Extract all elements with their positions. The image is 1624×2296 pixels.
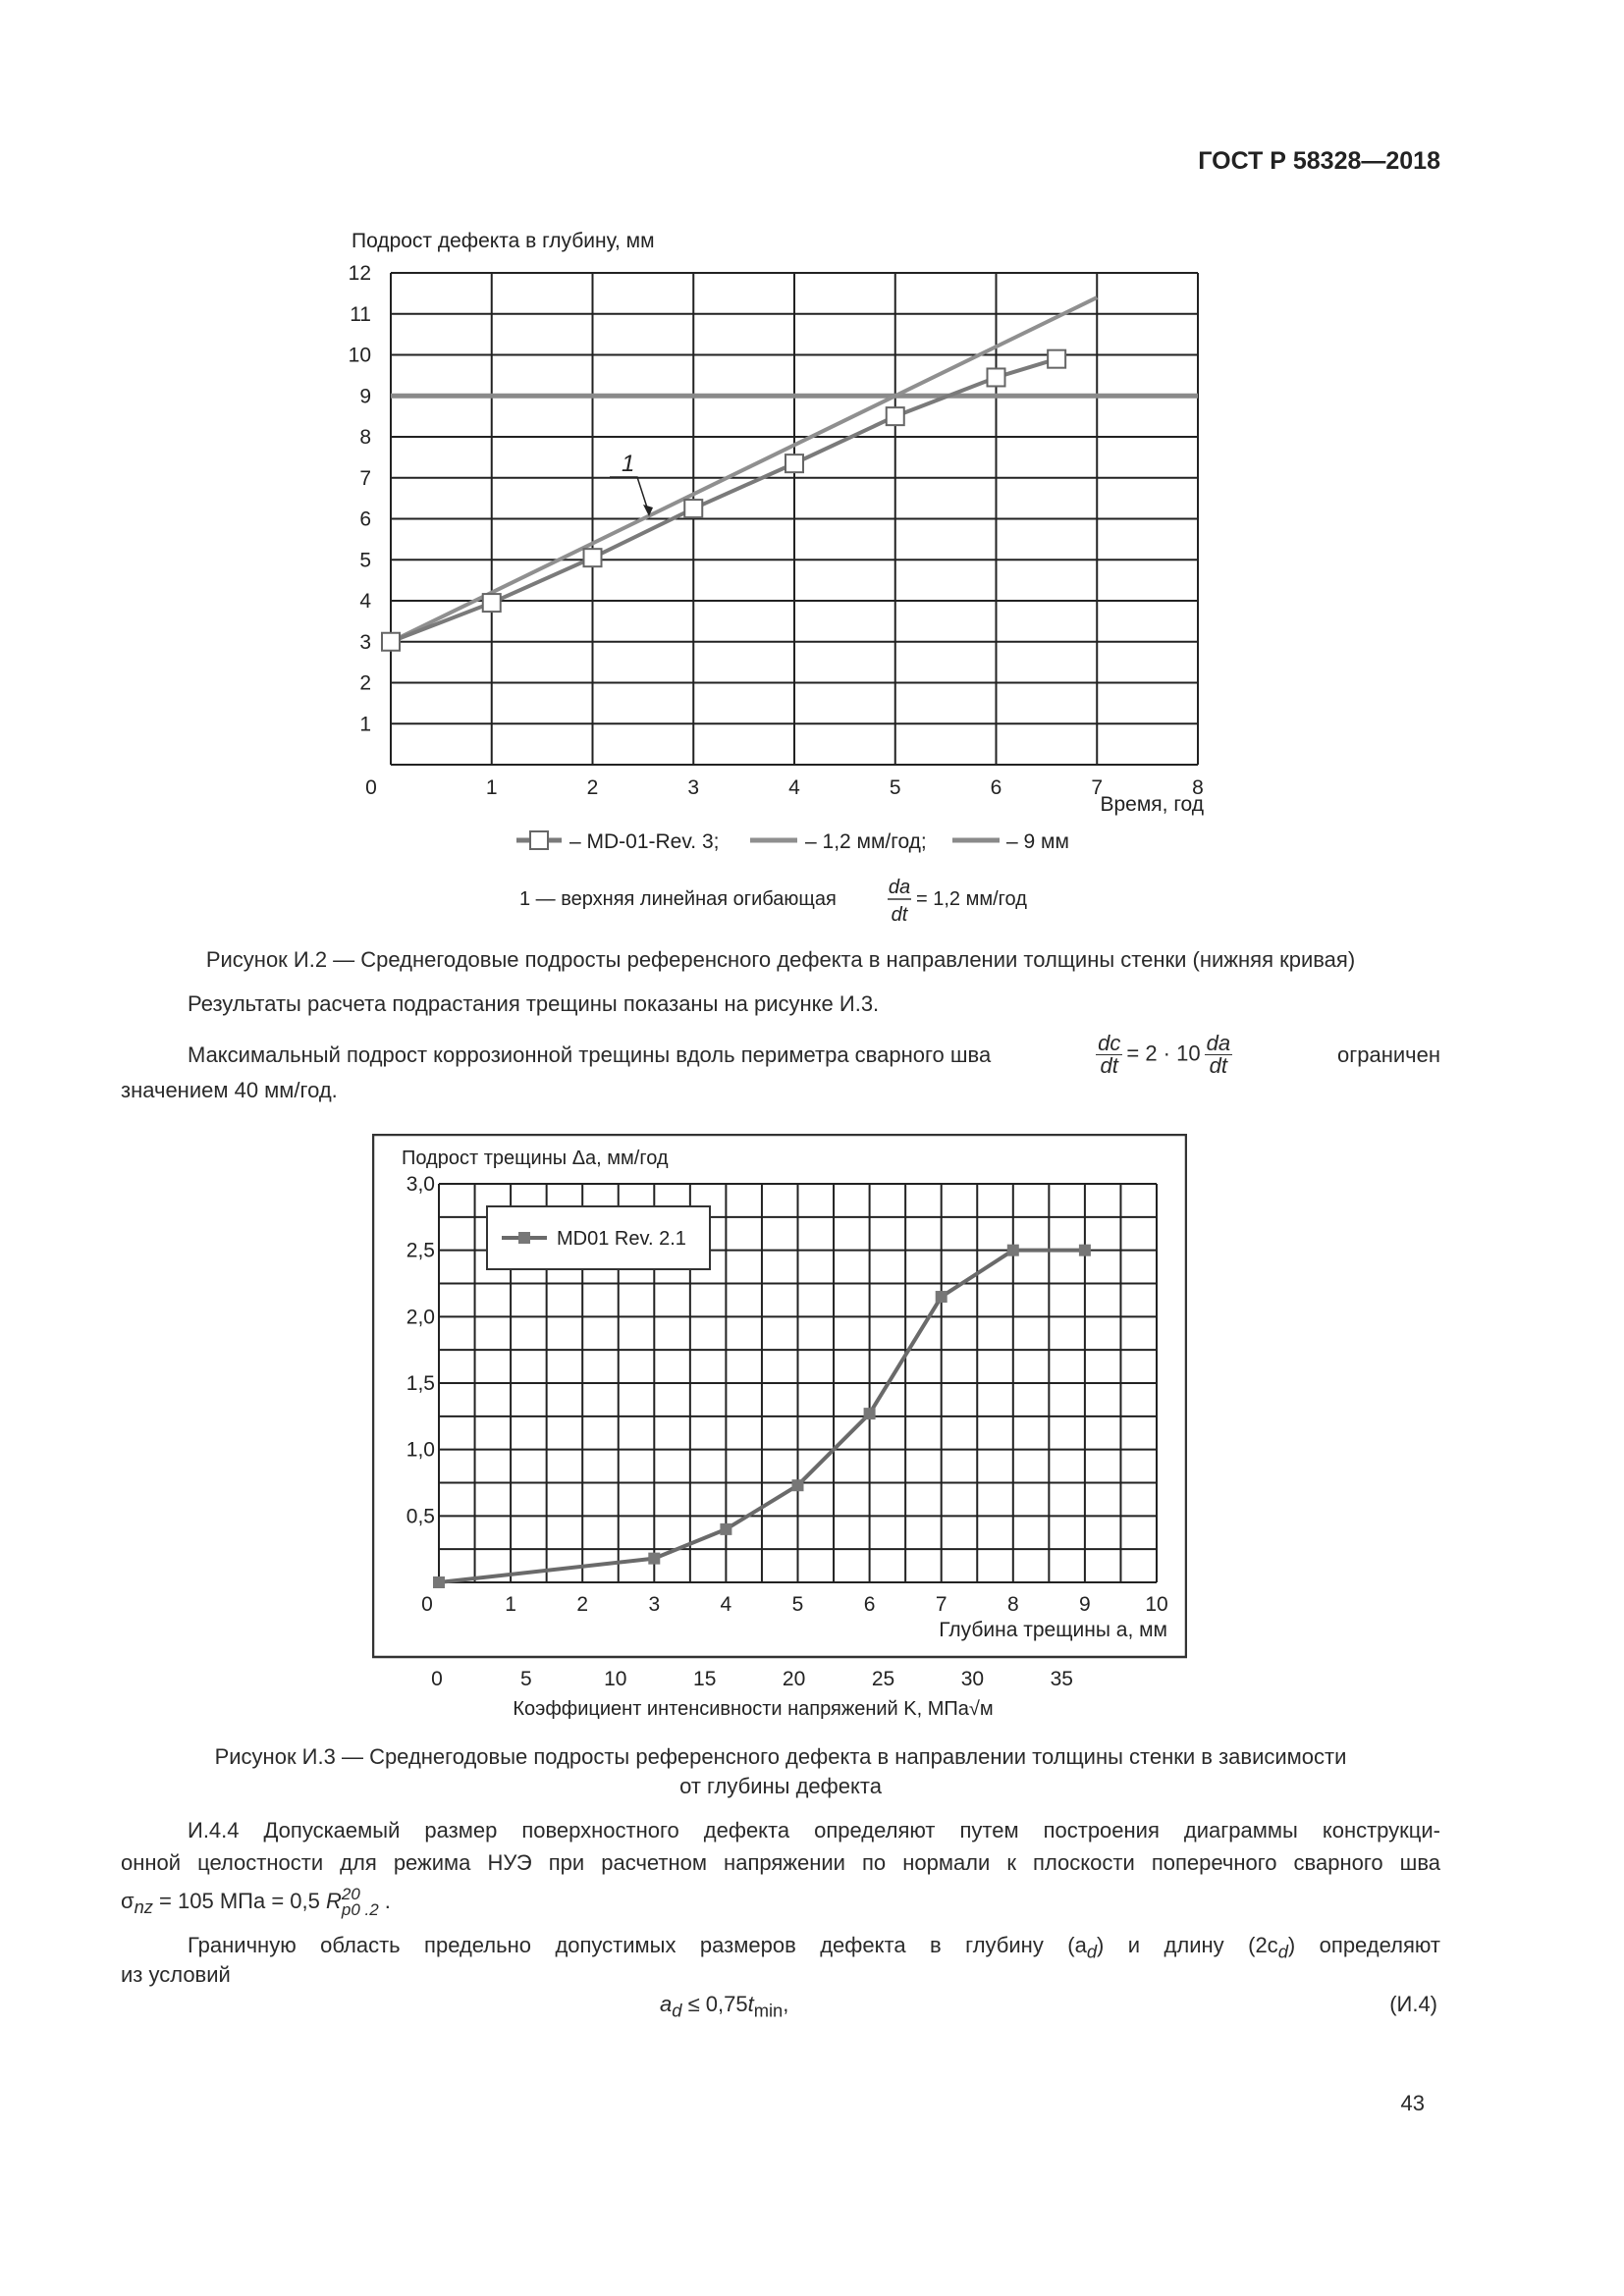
paragraph-results: Результаты расчета подрастания трещины показаны на рисунке И.3. [188, 991, 880, 1016]
data-point-marker [584, 549, 602, 566]
y-tick-label: 1 [359, 713, 371, 736]
x-axis-title: Глубина трещины a, мм [939, 1619, 1167, 1641]
x-tick-label: 4 [720, 1593, 732, 1616]
y-tick-label: 6 [359, 507, 371, 531]
paragraph-text: ограничен [1336, 1041, 1440, 1067]
data-point-marker [792, 1479, 804, 1491]
x-tick-label: 7 [935, 1593, 947, 1616]
fraction-numerator: dc [1098, 1031, 1121, 1055]
annotation-note-value: = 1,2 мм/год [916, 888, 1027, 910]
legend-label-envelope: – 1,2 мм/год; [805, 830, 927, 853]
x-tick-label: 10 [1145, 1593, 1168, 1616]
data-point-marker [936, 1291, 947, 1303]
legend-marker-md01 [530, 831, 548, 849]
fraction-numerator: da [1206, 1031, 1231, 1055]
data-point-marker [433, 1576, 445, 1588]
r-superscript: 20 [341, 1885, 360, 1903]
formula-sub: min [753, 2000, 784, 2021]
sigma-symbol: σ [121, 1888, 135, 1913]
k-axis-title: Коэффициент интенсивности напряжений K, МПа√м [513, 1698, 994, 1720]
formula-text: . [378, 1888, 391, 1913]
paragraph-text: ) определяют [1287, 1933, 1440, 1957]
page-number: 43 [1400, 2091, 1425, 2115]
data-point-marker [720, 1523, 731, 1535]
y-tick-label: 3,0 [406, 1173, 435, 1196]
chart-crack-depth-growth [334, 226, 1218, 933]
paragraph-text: Максимальный подрост коррозионной трещины вдоль периметра сварного шва [188, 1041, 992, 1067]
x-tick-label: 6 [863, 1593, 876, 1616]
figure-caption-i3-line1: Рисунок И.3 — Среднегодовые подросты референсного дефекта в направлении толщины стенки в зависимости [214, 1744, 1347, 1769]
k-axis-tick-label: 30 [960, 1668, 985, 1690]
y-tick-label: 2,0 [406, 1306, 435, 1329]
r-subscript: p0 .2 [341, 1900, 379, 1919]
x-tick-label: 5 [889, 776, 901, 799]
x-tick-label: 1 [485, 776, 498, 799]
fraction-denominator: dt [1209, 1053, 1227, 1078]
y-tick-label: 2 [359, 671, 371, 695]
figure-caption-i3-line2: от глубины дефекта [679, 1774, 882, 1798]
data-point-marker [684, 500, 702, 517]
y-tick-label: 1,5 [406, 1372, 435, 1395]
k-axis-tick-label: 0 [431, 1668, 443, 1690]
data-point-marker [483, 594, 501, 612]
subscript: d [1086, 1941, 1098, 1962]
y-tick-label: 0,5 [406, 1505, 435, 1528]
data-point-marker [988, 368, 1005, 386]
x-tick-label: 9 [1079, 1593, 1091, 1616]
formula-dc-dt [1092, 1033, 1236, 1077]
x-tick-label: 7 [1091, 776, 1104, 799]
x-tick-label: 2 [576, 1593, 589, 1616]
y-tick-label: 9 [359, 385, 371, 408]
formula-text: = 105 МПа = 0,5 [152, 1888, 326, 1913]
formula-text: = 2 · 10 [1126, 1041, 1201, 1066]
x-tick-label: 0 [421, 1593, 433, 1616]
formula-var: t [747, 1992, 754, 2016]
formula-number: (И.4) [1389, 1992, 1437, 2016]
y-tick-label: 2,5 [406, 1239, 435, 1262]
y-axis-title: Подрост трещины Δa, мм/год [402, 1148, 669, 1169]
data-point-marker [785, 454, 803, 472]
x-tick-label: 8 [1006, 1593, 1019, 1616]
k-axis-tick-label: 10 [604, 1668, 627, 1690]
data-point-marker [648, 1553, 660, 1565]
note-fraction-numerator: da [888, 877, 911, 898]
y-tick-label: 1,0 [406, 1438, 435, 1462]
k-axis-tick-label: 35 [1050, 1668, 1073, 1690]
x-tick-label: 6 [990, 776, 1002, 799]
paragraph-i44-line1: И.4.4 Допускаемый размер поверхностного дефекта определяют путем построения диаграммы конструкци- [188, 1818, 1440, 1842]
legend-label-limit: – 9 мм [1006, 830, 1069, 853]
paragraph-i44-line2: онной целостности для режима НУЭ при расчетном напряжении по нормали к плоскости поперечного сварного шва [121, 1850, 1440, 1875]
x-tick-label: 2 [586, 776, 599, 799]
x-tick-label: 5 [791, 1593, 804, 1616]
r-symbol: R [325, 1888, 342, 1913]
x-axis-title: Время, год [1100, 793, 1204, 816]
y-tick-label: 11 [350, 302, 371, 326]
k-axis-tick-label: 5 [520, 1668, 532, 1690]
annotation-label: 1 [622, 451, 635, 477]
x-tick-label: 1 [505, 1593, 516, 1616]
k-axis-tick-label: 15 [693, 1668, 717, 1690]
formula-sub: d [672, 2000, 682, 2021]
data-point-marker [887, 407, 904, 425]
y-axis-title: Подрост дефекта в глубину, мм [352, 230, 655, 252]
x-tick-label: 0 [365, 776, 377, 799]
data-point-marker [1048, 350, 1065, 368]
envelope-line-1-2mm-per-year [391, 297, 1097, 642]
legend-label-md01: – MD-01-Rev. 3; [569, 830, 720, 853]
annotation-note: 1 — верхняя линейная огибающая [519, 888, 837, 910]
y-tick-label: 10 [348, 344, 371, 367]
note-fraction-denominator: dt [891, 904, 908, 926]
paragraph-text: значением 40 мм/год. [121, 1078, 338, 1102]
y-tick-label: 12 [348, 262, 371, 285]
sigma-subscript: nz [134, 1896, 153, 1918]
y-tick-label: 8 [359, 426, 371, 449]
formula-text: ≤ 0,75 [681, 1992, 748, 2016]
chart-crack-growth-rate [372, 1134, 1187, 1733]
x-tick-label: 3 [648, 1593, 661, 1616]
annotation-leader [610, 477, 648, 510]
formula-text: , [783, 1992, 789, 2016]
y-tick-label: 4 [359, 590, 371, 613]
y-tick-label: 7 [359, 466, 371, 490]
k-axis-tick-label: 25 [871, 1668, 895, 1690]
x-tick-label: 8 [1192, 776, 1204, 799]
formula-sigma [121, 1887, 1440, 1921]
paragraph-text: из условий [121, 1962, 231, 1987]
legend-marker [518, 1232, 530, 1244]
paragraph-text: ) и длину (2c [1097, 1933, 1278, 1957]
k-axis-tick-label: 20 [782, 1668, 806, 1690]
paragraph-max-growth [188, 1033, 1440, 1077]
data-point-marker [1079, 1245, 1091, 1256]
fraction-denominator: dt [1100, 1053, 1118, 1078]
formula-var: a [660, 1992, 673, 2016]
standard-header: ГОСТ Р 58328—2018 [1198, 147, 1440, 175]
data-point-marker [382, 633, 400, 651]
formula-i4 [660, 1991, 788, 2024]
legend-label: MD01 Rev. 2.1 [557, 1228, 686, 1250]
x-tick-label: 4 [788, 776, 800, 799]
data-point-marker [1007, 1245, 1019, 1256]
paragraph-text: Граничную область предельно допустимых размеров дефекта в глубину (a [188, 1933, 1087, 1957]
data-point-marker [864, 1408, 876, 1419]
figure-caption-i2: Рисунок И.2 — Среднегодовые подросты референсного дефекта в направлении толщины стенки (нижняя кривая) [205, 947, 1356, 972]
y-tick-label: 3 [359, 630, 371, 654]
subscript: d [1277, 1941, 1288, 1962]
x-tick-label: 3 [687, 776, 700, 799]
y-tick-label: 5 [359, 549, 371, 572]
